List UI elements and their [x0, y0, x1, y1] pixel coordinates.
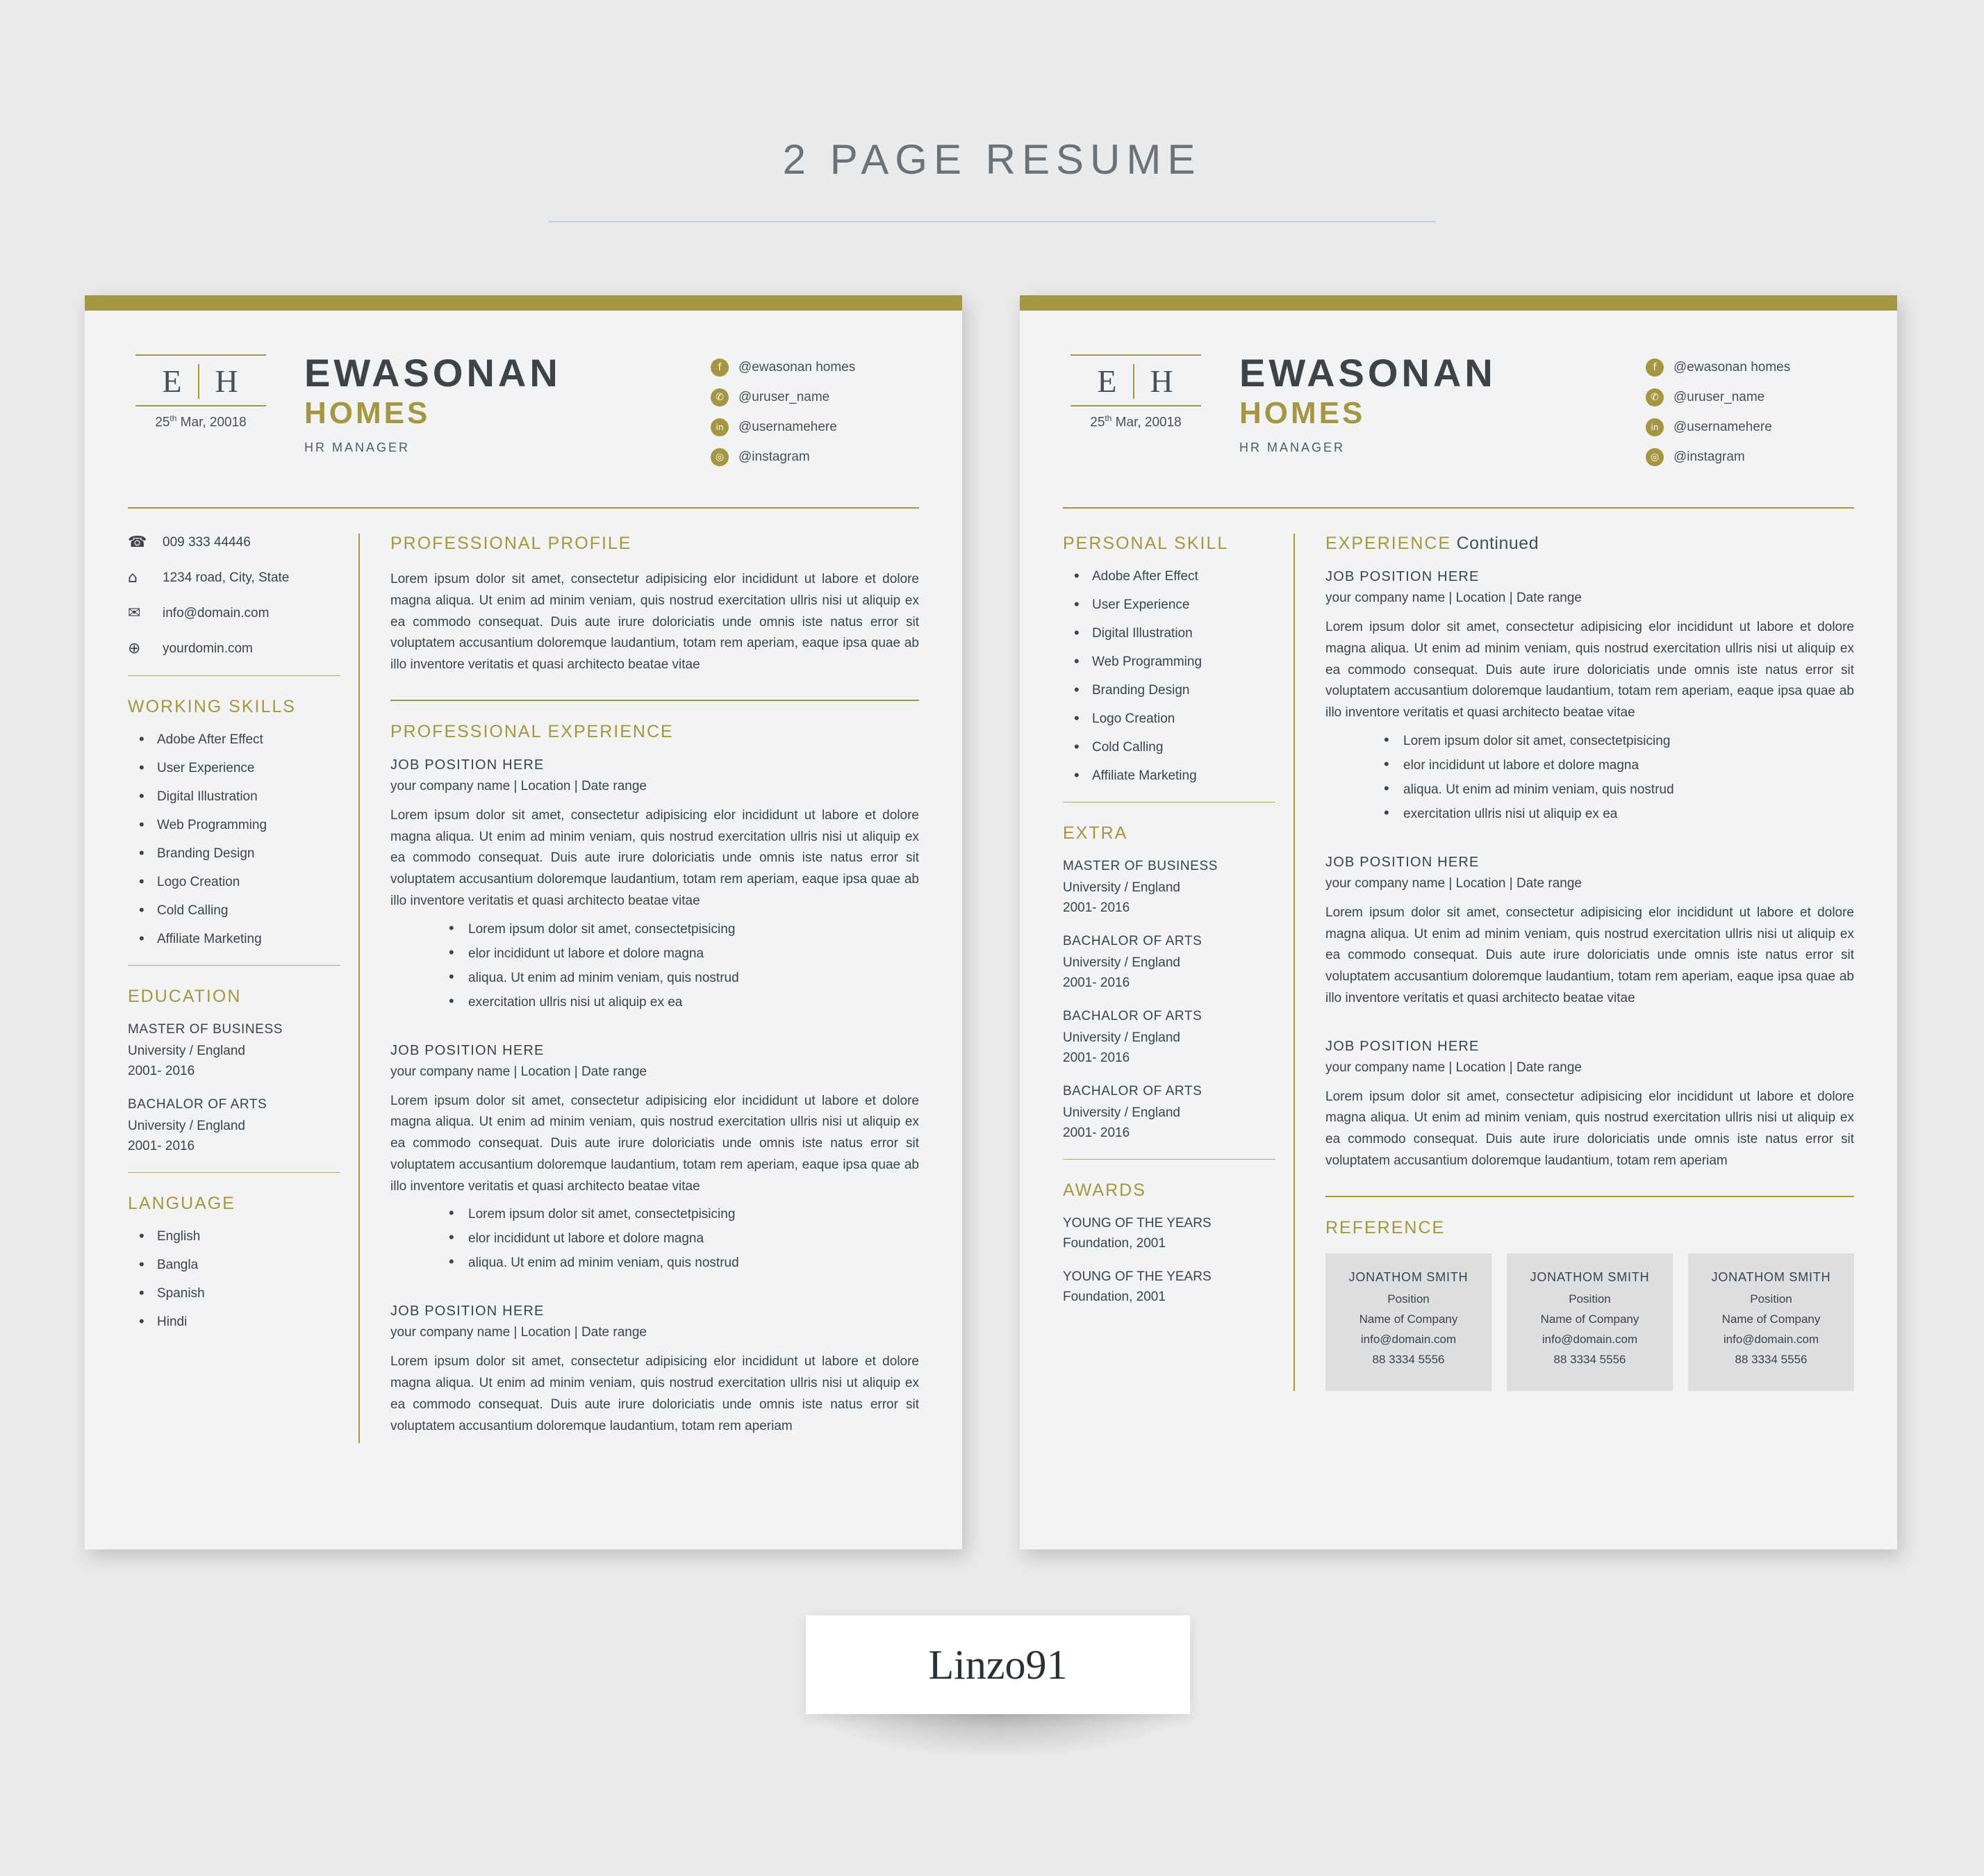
experience-heading-suffix: Continued: [1451, 534, 1539, 553]
list-item: • Digital Illustration: [1063, 626, 1275, 641]
candidate-first-name: EWASONAN: [1239, 351, 1496, 395]
education-item: [128, 1097, 340, 1154]
list-item: • Web Programming: [128, 818, 340, 833]
page1-social-list: [711, 349, 919, 478]
extra-item: [1063, 859, 1275, 916]
page2-header: [1020, 311, 1897, 478]
extra-school: University / England: [1063, 1105, 1180, 1120]
section-heading-experience-continued: [1325, 534, 1854, 554]
section-heading-professional-profile: PROFESSIONAL PROFILE: [390, 534, 632, 553]
personal-skill-list: [1063, 569, 1275, 784]
list-item: • Bangla: [128, 1258, 340, 1273]
spacer: [390, 1280, 919, 1303]
sidebar-divider-1: [1063, 802, 1275, 803]
twitter-icon: ✆: [711, 388, 729, 406]
list-item: • Cold Calling: [1063, 740, 1275, 755]
job-description: Lorem ipsum dolor sit amet, consectetur adipisicing elor incididunt ut labore et dolore magna aliqua. Ut enim ad minim veniam, quis nostrud exercitation ullris nisi ut aliquip ex ea commodo consequat. Duis aute irure doloriciatis unde omnis iste natus error sit voluptatem accusantium doloremque laudantium, totam rem aperiam: [1325, 1089, 1854, 1168]
page1-monogram: [128, 349, 274, 430]
sidebar-divider-3: [128, 1172, 340, 1173]
page2-top-accent-bar: [1020, 295, 1897, 311]
candidate-role: HR MANAGER: [1239, 440, 1346, 454]
list-item: • Spanish: [128, 1286, 340, 1301]
reference-card-group: [1325, 1253, 1854, 1391]
monogram-letter-left: E: [162, 363, 183, 399]
social-handle: @uruser_name: [1673, 390, 1765, 404]
reference-phone: 88 3334 5556: [1553, 1352, 1626, 1366]
extra-school: University / England: [1063, 955, 1180, 970]
spacer: [1325, 831, 1854, 855]
sidebar-divider-2: [1063, 1159, 1275, 1160]
reference-name: JONATHOM SMITH: [1348, 1269, 1469, 1284]
extra-item: [1063, 1009, 1275, 1066]
contact-value: 1234 road, City, State: [163, 570, 290, 585]
reference-name: JONATHOM SMITH: [1711, 1269, 1831, 1284]
contact-value: 009 333 44446: [163, 534, 251, 550]
contact-address: [128, 569, 340, 586]
monogram-letter-right: H: [1150, 363, 1175, 399]
list-item: • English: [128, 1229, 340, 1244]
social-handle: @instagram: [1673, 450, 1745, 464]
award-title: YOUNG OF THE YEARS: [1063, 1216, 1212, 1231]
monogram-separator: [198, 364, 199, 399]
job-title: JOB POSITION HERE: [390, 1303, 545, 1319]
page1-top-accent-bar: [85, 295, 962, 311]
page1-name-block: [274, 349, 711, 455]
award-title: YOUNG OF THE YEARS: [1063, 1269, 1212, 1284]
page2-sidebar: [1063, 509, 1293, 1391]
reference-card: [1688, 1253, 1854, 1391]
globe-icon: ⊕: [128, 640, 141, 657]
social-item-twitter[interactable]: [1646, 388, 1854, 406]
experience-entry-1: [390, 757, 919, 1010]
professional-profile-text: Lorem ipsum dolor sit amet, consectetur adipisicing elor incididunt ut labore et dolore magna aliqua. Ut enim ad minim veniam, quis nostrud exercitation ullris nisi ut aliquip ex ea commodo consequat. Duis aute irure doloriciatis unde omnis iste natus error sit voluptatem accusantium doloremque laudantium, totam rem aperiam, eaque ipsa quae ab illo inventore veritatis et quasi architecto beatae vitae: [390, 572, 919, 673]
experience-entry-3: [390, 1303, 919, 1437]
social-item-facebook[interactable]: [1646, 359, 1854, 377]
candidate-first-name: EWASONAN: [304, 351, 561, 395]
reference-card: [1507, 1253, 1673, 1391]
social-handle: @instagram: [738, 450, 810, 464]
list-item: • Hindi: [128, 1315, 340, 1330]
page1-sidebar: [128, 509, 358, 1443]
education-school: University / England: [128, 1044, 245, 1058]
facebook-icon: f: [1646, 359, 1664, 377]
contact-value: yourdomin.com: [163, 641, 253, 656]
page2-monogram: [1063, 349, 1209, 430]
poster-title: 2 PAGE RESUME: [782, 136, 1202, 183]
list-item: • Branding Design: [1063, 683, 1275, 698]
list-item: • elor incididunt ut labore et dolore magna: [440, 946, 919, 962]
education-years: 2001- 2016: [128, 1139, 195, 1153]
candidate-last-name: HOMES: [1239, 395, 1366, 430]
candidate-last-name: HOMES: [304, 395, 431, 430]
page1-main: [360, 509, 919, 1443]
list-item: • User Experience: [128, 761, 340, 776]
list-item: • Lorem ipsum dolor sit amet, consectetpisicing: [440, 922, 919, 937]
title-divider: [549, 221, 1436, 222]
extra-school: University / England: [1063, 1030, 1180, 1045]
list-item: • exercitation ullris nisi ut aliquip ex ea: [440, 995, 919, 1010]
social-item-linkedin[interactable]: [711, 418, 919, 436]
award-sub: Foundation, 2001: [1063, 1290, 1166, 1304]
resume-page-1: [85, 295, 962, 1549]
experience-heading-text: EXPERIENCE: [1325, 534, 1452, 553]
list-item: • Logo Creation: [128, 875, 340, 890]
list-item: • Logo Creation: [1063, 711, 1275, 727]
education-degree: BACHALOR OF ARTS: [128, 1097, 267, 1112]
monogram-separator: [1133, 364, 1134, 399]
award-item: [1063, 1216, 1275, 1251]
reference-position: Position: [1569, 1292, 1611, 1306]
list-item: • Affiliate Marketing: [128, 932, 340, 947]
job-meta: your company name | Location | Date range: [1325, 591, 1582, 605]
social-handle: @usernamehere: [1673, 420, 1772, 434]
list-item: • aliqua. Ut enim ad minim veniam, quis nostrud: [1375, 782, 1854, 798]
list-item: • aliqua. Ut enim ad minim veniam, quis nostrud: [440, 971, 919, 986]
award-sub: Foundation, 2001: [1063, 1236, 1166, 1251]
job-meta: your company name | Location | Date range: [1325, 1060, 1582, 1075]
job-description: Lorem ipsum dolor sit amet, consectetur adipisicing elor incididunt ut labore et dolore magna aliqua. Ut enim ad minim veniam, quis nostrud exercitation ullris nisi ut aliquip ex ea commodo consequat. Duis aute irure doloriciatis unde omnis iste natus error sit voluptatem accusantium doloremque laudantium, totam rem aperiam, eaque ipsa quae ab illo inventore veritatis et quasi architecto beatae vitae: [1325, 905, 1854, 1005]
reference-email: info@domain.com: [1723, 1332, 1819, 1346]
job-description: Lorem ipsum dolor sit amet, consectetur adipisicing elor incididunt ut labore et dolore magna aliqua. Ut enim ad minim veniam, quis nostrud exercitation ullris nisi ut aliquip ex ea commodo consequat. Duis aute irure doloriciatis unde omnis iste natus error sit voluptatem accusantium doloremque laudantium, totam rem aperiam, eaque ipsa quae ab illo inventore veritatis et quasi architecto beatae vitae: [1325, 620, 1854, 721]
monogram-letter-right: H: [215, 363, 240, 399]
extra-years: 2001- 2016: [1063, 1051, 1130, 1065]
reference-card: [1325, 1253, 1491, 1391]
job-bullets: [1325, 734, 1854, 822]
social-item-instagram[interactable]: [711, 448, 919, 466]
reference-email: info@domain.com: [1541, 1332, 1638, 1346]
extra-degree: BACHALOR OF ARTS: [1063, 1084, 1202, 1099]
section-heading-extra: EXTRA: [1063, 823, 1128, 843]
extra-school: University / England: [1063, 880, 1180, 895]
watermark-shadow: [806, 1711, 1190, 1759]
experience-entry-2: [1325, 855, 1854, 1010]
experience-entry-2: [390, 1043, 919, 1272]
twitter-icon: ✆: [1646, 388, 1664, 406]
job-description: Lorem ipsum dolor sit amet, consectetur adipisicing elor incididunt ut labore et dolore magna aliqua. Ut enim ad minim veniam, quis nostrud exercitation ullris nisi ut aliquip ex ea commodo consequat. Duis aute irure doloriciatis unde omnis iste natus error sit voluptatem accusantium doloremque laudantium, totam rem aperiam, eaque ipsa quae ab illo inventore veritatis et quasi architecto beatae vitae: [390, 1093, 919, 1194]
job-meta: your company name | Location | Date range: [390, 1064, 647, 1079]
section-heading-professional-experience: PROFESSIONAL EXPERIENCE: [390, 721, 674, 741]
education-years: 2001- 2016: [128, 1064, 195, 1078]
reference-position: Position: [1387, 1292, 1430, 1306]
section-heading-language: LANGUAGE: [128, 1194, 235, 1213]
job-bullets: [390, 1207, 919, 1271]
list-item: • Adobe After Effect: [128, 732, 340, 748]
social-item-facebook[interactable]: [711, 359, 919, 377]
reference-phone: 88 3334 5556: [1372, 1352, 1445, 1366]
education-degree: MASTER OF BUSINESS: [128, 1022, 283, 1037]
instagram-icon: ◎: [1646, 448, 1664, 466]
extra-degree: MASTER OF BUSINESS: [1063, 859, 1218, 873]
section-heading-awards: AWARDS: [1063, 1180, 1146, 1200]
job-description: Lorem ipsum dolor sit amet, consectetur adipisicing elor incididunt ut labore et dolore magna aliqua. Ut enim ad minim veniam, quis nostrud exercitation ullris nisi ut aliquip ex ea commodo consequat. Duis aute irure doloriciatis unde omnis iste natus error sit voluptatem accusantium doloremque laudantium, totam rem aperiam, eaque ipsa quae ab illo inventore veritatis et quasi architecto beatae vitae: [390, 807, 919, 908]
language-list: [128, 1229, 340, 1330]
job-bullets: [390, 922, 919, 1010]
job-meta: your company name | Location | Date range: [390, 778, 647, 793]
extra-years: 2001- 2016: [1063, 976, 1130, 990]
page2-date: 25th Mar, 20018: [1090, 413, 1182, 430]
linkedin-icon: in: [1646, 418, 1664, 436]
main-divider-2: [1325, 1196, 1854, 1197]
facebook-icon: f: [711, 359, 729, 377]
social-item-linkedin[interactable]: [1646, 418, 1854, 436]
list-item: • elor incididunt ut labore et dolore magna: [440, 1231, 919, 1246]
monogram-letter-left: E: [1097, 363, 1118, 399]
candidate-role: HR MANAGER: [304, 440, 411, 454]
award-item: [1063, 1269, 1275, 1305]
reference-company: Name of Company: [1359, 1312, 1458, 1326]
working-skills-list: [128, 732, 340, 947]
experience-entry-1: [1325, 569, 1854, 822]
contact-value: info@domain.com: [163, 605, 270, 620]
social-handle: @ewasonan homes: [1673, 360, 1791, 375]
extra-degree: BACHALOR OF ARTS: [1063, 934, 1202, 948]
home-icon: ⌂: [128, 569, 138, 586]
watermark-card: [806, 1615, 1190, 1714]
reference-company: Name of Company: [1721, 1312, 1821, 1326]
page1-date: 25th Mar, 20018: [155, 413, 247, 430]
section-heading-working-skills: WORKING SKILLS: [128, 697, 296, 716]
watermark-label: Linzo91: [928, 1641, 1068, 1688]
instagram-icon: ◎: [711, 448, 729, 466]
education-school: University / England: [128, 1119, 245, 1133]
list-item: • Adobe After Effect: [1063, 569, 1275, 584]
job-title: JOB POSITION HERE: [1325, 854, 1480, 870]
job-title: JOB POSITION HERE: [1325, 1038, 1480, 1054]
experience-entry-3: [1325, 1039, 1854, 1172]
job-meta: your company name | Location | Date range: [390, 1325, 647, 1340]
main-divider-1: [390, 700, 919, 701]
page2-name-block: [1209, 349, 1646, 455]
social-item-twitter[interactable]: [711, 388, 919, 406]
linkedin-icon: in: [711, 418, 729, 436]
list-item: • elor incididunt ut labore et dolore magna: [1375, 758, 1854, 773]
social-item-instagram[interactable]: [1646, 448, 1854, 466]
social-handle: @ewasonan homes: [738, 360, 856, 375]
contact-website: [128, 640, 340, 657]
education-item: [128, 1022, 340, 1079]
social-handle: @uruser_name: [738, 390, 830, 404]
page1-header: [85, 311, 962, 478]
extra-years: 2001- 2016: [1063, 900, 1130, 915]
list-item: • Cold Calling: [128, 903, 340, 919]
sidebar-divider-2: [128, 965, 340, 966]
list-item: • Lorem ipsum dolor sit amet, consectetpisicing: [1375, 734, 1854, 749]
list-item: • exercitation ullris nisi ut aliquip ex ea: [1375, 807, 1854, 822]
extra-item: [1063, 1084, 1275, 1141]
extra-years: 2001- 2016: [1063, 1126, 1130, 1140]
job-title: JOB POSITION HERE: [390, 1042, 545, 1058]
list-item: • User Experience: [1063, 598, 1275, 613]
job-title: JOB POSITION HERE: [1325, 569, 1480, 584]
section-heading-personal-skill: PERSONAL SKILL: [1063, 534, 1229, 553]
job-description: Lorem ipsum dolor sit amet, consectetur adipisicing elor incididunt ut labore et dolore magna aliqua. Ut enim ad minim veniam, quis nostrud exercitation ullris nisi ut aliquip ex ea commodo consequat. Duis aute irure doloriciatis unde omnis iste natus error sit voluptatem accusantium doloremque laudantium, totam rem aperiam: [390, 1354, 919, 1433]
section-heading-reference: REFERENCE: [1325, 1217, 1446, 1237]
list-item: • Web Programming: [1063, 655, 1275, 670]
mail-icon: ✉: [128, 604, 141, 622]
reference-position: Position: [1750, 1292, 1792, 1306]
list-item: • Affiliate Marketing: [1063, 768, 1275, 784]
list-item: • Lorem ipsum dolor sit amet, consectetpisicing: [440, 1207, 919, 1222]
phone-icon: ☎: [128, 534, 147, 551]
job-title: JOB POSITION HERE: [390, 757, 545, 773]
list-item: • aliqua. Ut enim ad minim veniam, quis nostrud: [440, 1256, 919, 1271]
job-meta: your company name | Location | Date range: [1325, 875, 1582, 891]
sidebar-divider-1: [128, 675, 340, 676]
reference-email: info@domain.com: [1360, 1332, 1457, 1346]
contact-email: [128, 604, 340, 622]
page2-main: [1295, 509, 1854, 1391]
extra-degree: BACHALOR OF ARTS: [1063, 1009, 1202, 1023]
spacer: [390, 1019, 919, 1043]
spacer: [1325, 1015, 1854, 1039]
section-heading-education: EDUCATION: [128, 987, 242, 1006]
list-item: • Digital Illustration: [128, 789, 340, 805]
social-handle: @usernamehere: [738, 420, 837, 434]
page2-social-list: [1646, 349, 1854, 478]
reference-name: JONATHOM SMITH: [1530, 1269, 1650, 1284]
list-item: • Branding Design: [128, 846, 340, 862]
reference-company: Name of Company: [1540, 1312, 1639, 1326]
extra-item: [1063, 934, 1275, 991]
contact-phone: [128, 534, 340, 551]
reference-phone: 88 3334 5556: [1735, 1352, 1808, 1366]
resume-page-2: [1020, 295, 1897, 1549]
